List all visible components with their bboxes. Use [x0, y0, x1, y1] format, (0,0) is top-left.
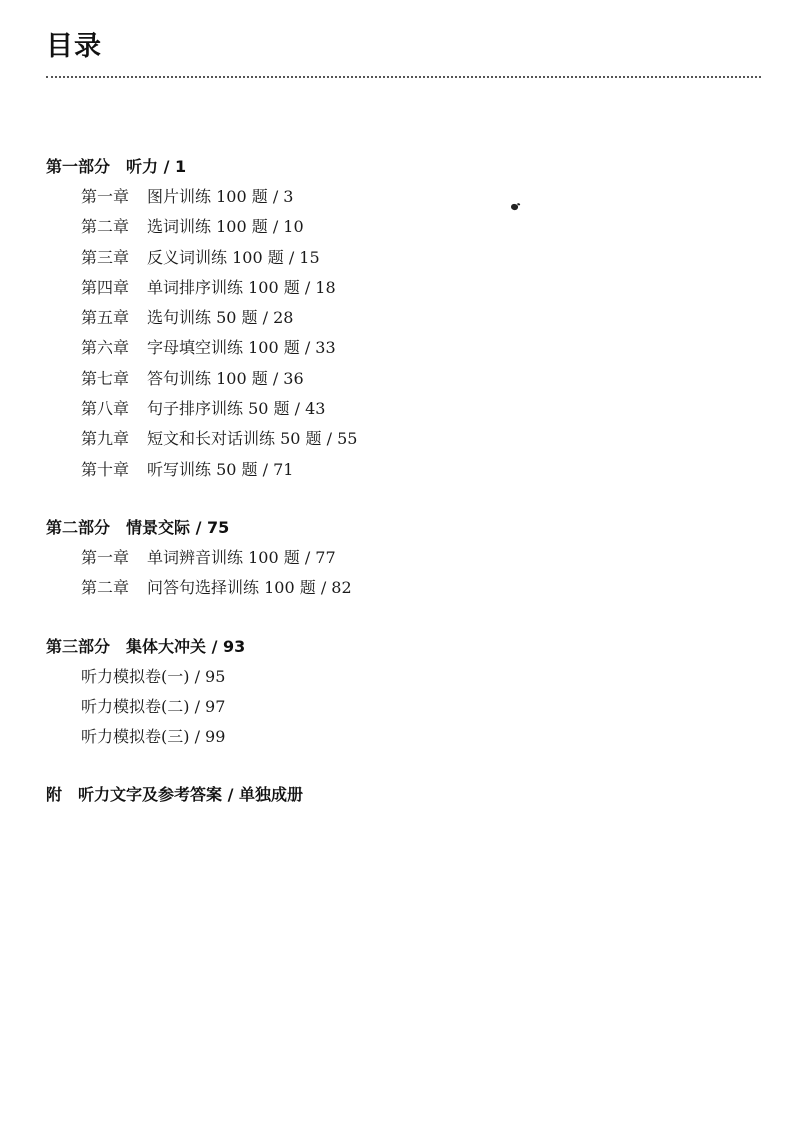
chapter-title: 听力模拟卷(三) / 99 — [81, 727, 226, 747]
title-divider — [46, 76, 761, 78]
chapter-label: 第一章 — [81, 547, 130, 567]
chapter-label: 第九章 — [81, 429, 130, 449]
toc-entry[interactable] — [46, 243, 746, 273]
part-label: 第二部分 — [46, 517, 111, 537]
toc-entry[interactable] — [46, 303, 746, 333]
part-label: 第三部分 — [46, 636, 111, 656]
part-heading[interactable] — [46, 632, 746, 662]
chapter-label: 第五章 — [81, 308, 130, 328]
chapter-title: 问答句选择训练 100 题 / 82 — [147, 578, 352, 598]
part-title: 听力文字及参考答案 / 单独成册 — [78, 785, 304, 805]
chapter-title: 听力模拟卷(二) / 97 — [81, 696, 226, 716]
chapter-title: 句子排序训练 50 题 / 43 — [147, 399, 326, 419]
chapter-title: 反义词训练 100 题 / 15 — [147, 247, 320, 267]
chapter-title: 选句训练 50 题 / 28 — [147, 308, 294, 328]
chapter-title: 单词辨音训练 100 题 / 77 — [147, 547, 336, 567]
part-heading[interactable] — [46, 513, 746, 543]
chapter-title: 单词排序训练 100 题 / 18 — [147, 277, 336, 297]
part-label: 附 — [46, 785, 63, 805]
chapter-title: 听力模拟卷(一) / 95 — [81, 666, 226, 686]
toc-entry[interactable] — [46, 455, 746, 485]
chapter-title: 字母填空训练 100 题 / 33 — [147, 338, 336, 358]
chapter-title: 短文和长对话训练 50 题 / 55 — [147, 429, 358, 449]
toc-part — [46, 780, 746, 810]
part-heading[interactable] — [46, 780, 746, 810]
part-heading[interactable] — [46, 152, 746, 182]
chapter-label: 第七章 — [81, 368, 130, 388]
toc-entry[interactable] — [46, 573, 746, 603]
toc-entry[interactable] — [46, 182, 746, 212]
part-title: 情景交际 / 75 — [126, 517, 230, 537]
toc-entry[interactable] — [46, 212, 746, 242]
chapter-label: 第四章 — [81, 277, 130, 297]
toc-part — [46, 513, 746, 604]
chapter-label: 第二章 — [81, 217, 130, 237]
part-title: 听力 / 1 — [126, 157, 187, 176]
toc-entry[interactable] — [46, 692, 746, 722]
toc-entry[interactable] — [46, 424, 746, 454]
chapter-label: 第二章 — [81, 578, 130, 598]
part-title: 集体大冲关 / 93 — [126, 636, 246, 656]
toc-entry[interactable] — [46, 364, 746, 394]
chapter-label: 第八章 — [81, 399, 130, 419]
chapter-title: 听写训练 50 题 / 71 — [147, 459, 294, 479]
chapter-label: 第三章 — [81, 247, 130, 267]
chapter-label: 第一章 — [81, 187, 130, 206]
part-label: 第一部分 — [46, 157, 111, 176]
table-of-contents — [46, 152, 746, 838]
chapter-title: 答句训练 100 题 / 36 — [147, 368, 304, 388]
toc-part — [46, 152, 746, 485]
toc-entry[interactable] — [46, 273, 746, 303]
toc-entry[interactable] — [46, 543, 746, 573]
page-title: 目录 — [46, 31, 102, 62]
toc-entry[interactable] — [46, 333, 746, 363]
toc-entry[interactable] — [46, 722, 746, 752]
chapter-label: 第十章 — [81, 459, 130, 479]
toc-part — [46, 632, 746, 753]
chapter-title: 选词训练 100 题 / 10 — [147, 217, 304, 237]
chapter-label: 第六章 — [81, 338, 130, 358]
toc-entry[interactable] — [46, 394, 746, 424]
chapter-title: 图片训练 100 题 / 3 — [147, 187, 294, 206]
toc-entry[interactable] — [46, 662, 746, 692]
